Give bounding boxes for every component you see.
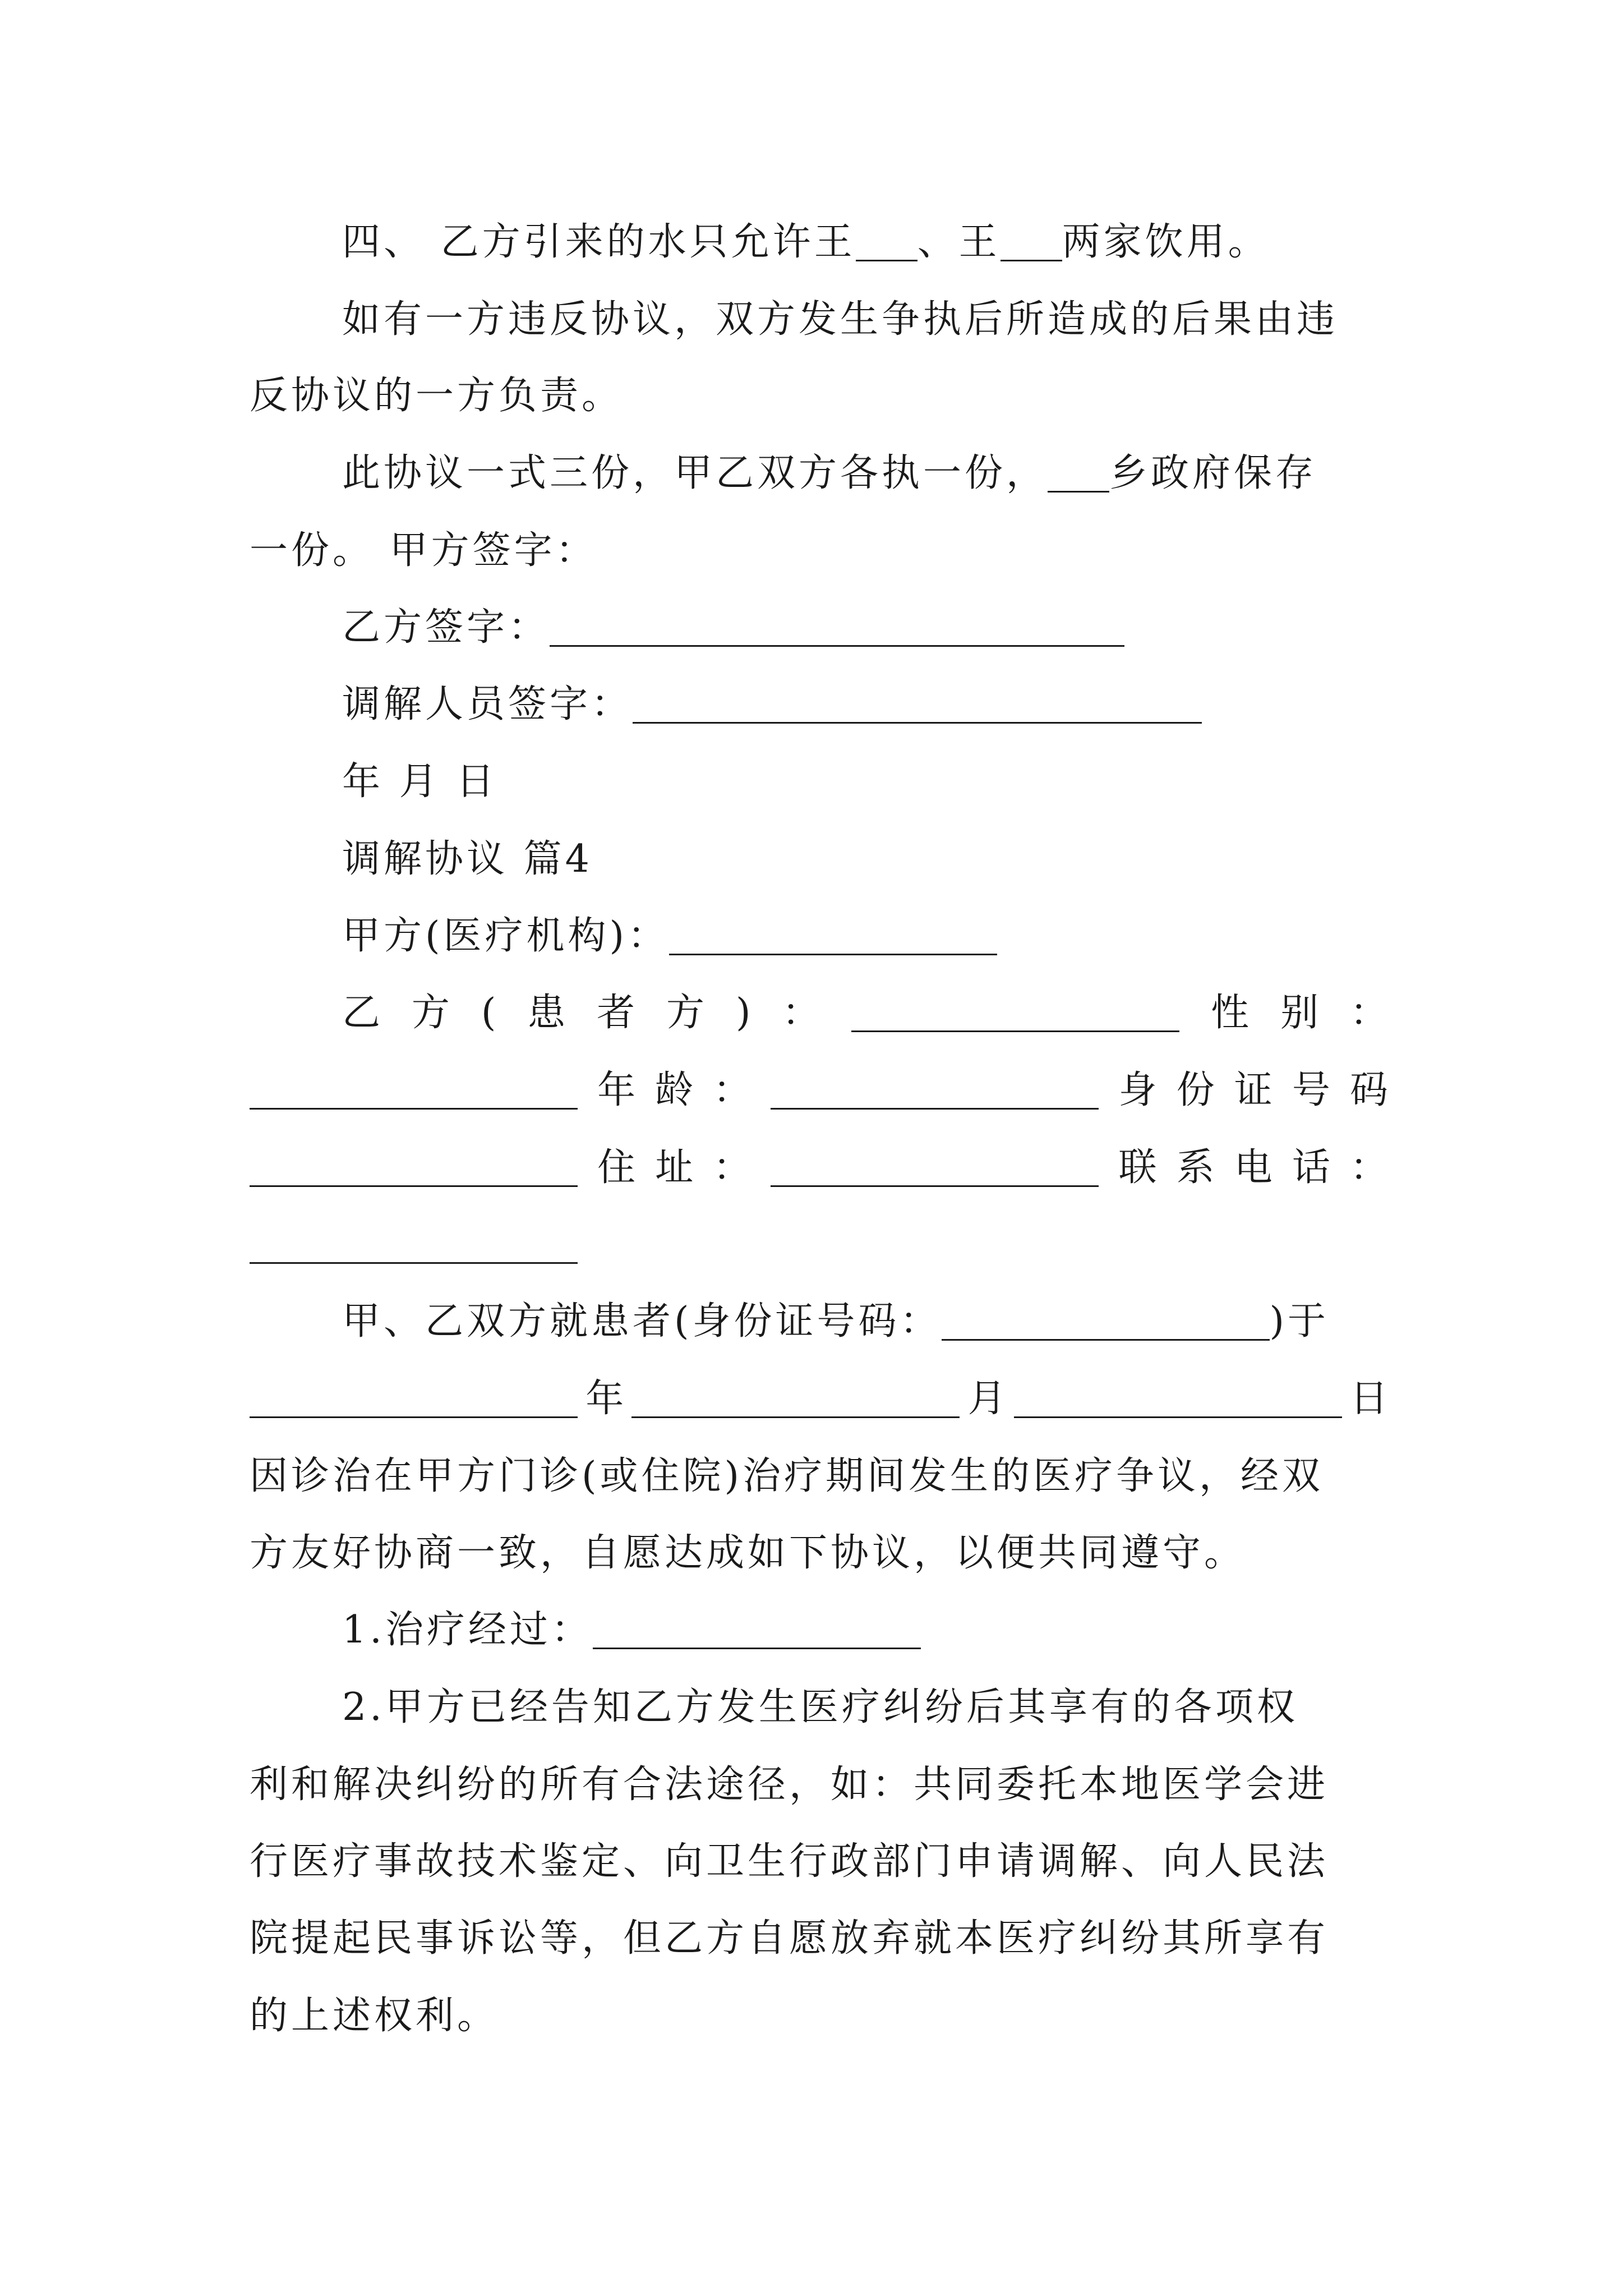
label-char: 乙 bbox=[342, 991, 381, 1035]
label-char: 龄 bbox=[655, 1068, 694, 1112]
patient-line bbox=[342, 991, 1388, 1035]
paragraph-line: 的上述权利。 bbox=[250, 1994, 499, 2038]
date-line: 年 月 日 bbox=[342, 760, 498, 804]
paragraph-line: 院提起民事诉讼等，但乙方自愿放弃就本医疗纠纷其所享有 bbox=[250, 1916, 1329, 1961]
paragraph-line: 如有一方违反协议，双方发生争执后所造成的后果由违 bbox=[342, 297, 1339, 342]
label-char: 电 bbox=[1234, 1145, 1272, 1190]
blank-phone bbox=[250, 1230, 578, 1264]
clause-four-text-b: 、王 bbox=[917, 220, 1000, 264]
blank-mediator-signature bbox=[633, 689, 1202, 724]
paragraph-line: 利和解决纠纷的所有合法途径，如：共同委托本地医学会进 bbox=[250, 1763, 1329, 1807]
party-a-line bbox=[342, 914, 997, 958]
treatment-process-line bbox=[342, 1608, 921, 1652]
label-char: ( bbox=[481, 991, 496, 1035]
blank-year bbox=[250, 1384, 578, 1418]
blank-medical-institution bbox=[669, 921, 997, 955]
patient-id-text-b: )于 bbox=[1269, 1299, 1330, 1343]
label-char: 方 bbox=[666, 991, 705, 1035]
label-char: ) bbox=[735, 991, 751, 1035]
age-id-line bbox=[250, 1068, 1388, 1112]
party-a-label: 甲方(医疗机构)： bbox=[342, 914, 670, 958]
blank-gender bbox=[250, 1075, 578, 1110]
blank-patient-party bbox=[851, 998, 1179, 1032]
label-char: 址 bbox=[655, 1145, 694, 1190]
label-char: ： bbox=[713, 1145, 751, 1190]
label-char: 号 bbox=[1292, 1068, 1330, 1112]
treatment-date-line bbox=[250, 1377, 1388, 1421]
blank-patient-id bbox=[942, 1306, 1270, 1341]
label-char: 证 bbox=[1234, 1068, 1272, 1112]
label-char: 系 bbox=[1176, 1145, 1215, 1190]
label-char: 住 bbox=[597, 1145, 636, 1190]
copies-text-b: 乡政府保存 bbox=[1109, 451, 1317, 495]
section-heading: 调解协议 篇4 bbox=[342, 837, 593, 881]
label-char: 方 bbox=[411, 991, 450, 1035]
address-phone-line bbox=[250, 1145, 1388, 1190]
paragraph-line: 2.甲方已经告知乙方发生医疗纠纷后其享有的各项权 bbox=[342, 1685, 1298, 1729]
blank-surname-1 bbox=[856, 227, 917, 261]
blank-surname-2 bbox=[1000, 227, 1062, 261]
blank-party-b-signature bbox=[550, 613, 1124, 647]
label-char: ： bbox=[713, 1068, 751, 1112]
treatment-process-label: 1.治疗经过： bbox=[342, 1608, 593, 1652]
label-char: 话 bbox=[1292, 1145, 1330, 1190]
party-b-signature-line bbox=[342, 605, 1124, 650]
copies-text-a: 此协议一式三份，甲乙双方各执一份， bbox=[342, 451, 1048, 495]
party-a-signature-label: 一份。 甲方签字： bbox=[250, 528, 597, 573]
day-label: 日 bbox=[1349, 1377, 1388, 1421]
patient-id-line bbox=[342, 1299, 1330, 1343]
label-char: 身 bbox=[1118, 1068, 1157, 1112]
label-char: 患 bbox=[527, 991, 566, 1035]
year-label: 年 bbox=[585, 1377, 624, 1421]
party-b-signature-label: 乙方签字： bbox=[342, 605, 550, 650]
blank-address bbox=[771, 1153, 1099, 1187]
label-char: ： bbox=[1349, 1145, 1388, 1190]
label-char: 者 bbox=[597, 991, 635, 1035]
mediator-signature-label: 调解人员签字： bbox=[342, 682, 633, 726]
patient-id-text: 甲、乙双方就患者(身份证号码： bbox=[342, 1299, 942, 1343]
blank-age bbox=[771, 1075, 1099, 1110]
month-label: 月 bbox=[967, 1377, 1006, 1421]
mediator-signature-line bbox=[342, 682, 1202, 726]
paragraph-line: 行医疗事故技术鉴定、向卫生行政部门申请调解、向人民法 bbox=[250, 1839, 1329, 1884]
label-char: 码 bbox=[1349, 1068, 1388, 1112]
label-char: 性 bbox=[1211, 991, 1249, 1035]
paragraph-line: 反协议的一方负责。 bbox=[250, 374, 624, 418]
paragraph-line: 因诊治在甲方门诊(或住院)治疗期间发生的医疗争议，经双 bbox=[250, 1454, 1324, 1498]
label-char: ： bbox=[782, 991, 820, 1035]
blank-month bbox=[631, 1384, 960, 1418]
blank-day bbox=[1014, 1384, 1342, 1418]
clause-four-text-a: 四、 乙方引来的水只允许王 bbox=[342, 220, 856, 264]
copies-line bbox=[342, 451, 1317, 495]
paragraph-line: 方友好协商一致，自愿达成如下协议，以便共同遵守。 bbox=[250, 1531, 1246, 1575]
clause-four-text-c: 两家饮用。 bbox=[1062, 220, 1270, 264]
label-char: 联 bbox=[1118, 1145, 1157, 1190]
blank-treatment-process bbox=[593, 1615, 921, 1649]
label-char: 份 bbox=[1176, 1068, 1215, 1112]
phone-blank-line bbox=[250, 1226, 578, 1264]
blank-id-number bbox=[250, 1153, 578, 1187]
label-char: ： bbox=[1349, 991, 1388, 1035]
clause-four bbox=[342, 220, 1270, 264]
label-char: 年 bbox=[597, 1068, 636, 1112]
blank-township bbox=[1048, 458, 1109, 493]
label-char: 别 bbox=[1280, 991, 1319, 1035]
